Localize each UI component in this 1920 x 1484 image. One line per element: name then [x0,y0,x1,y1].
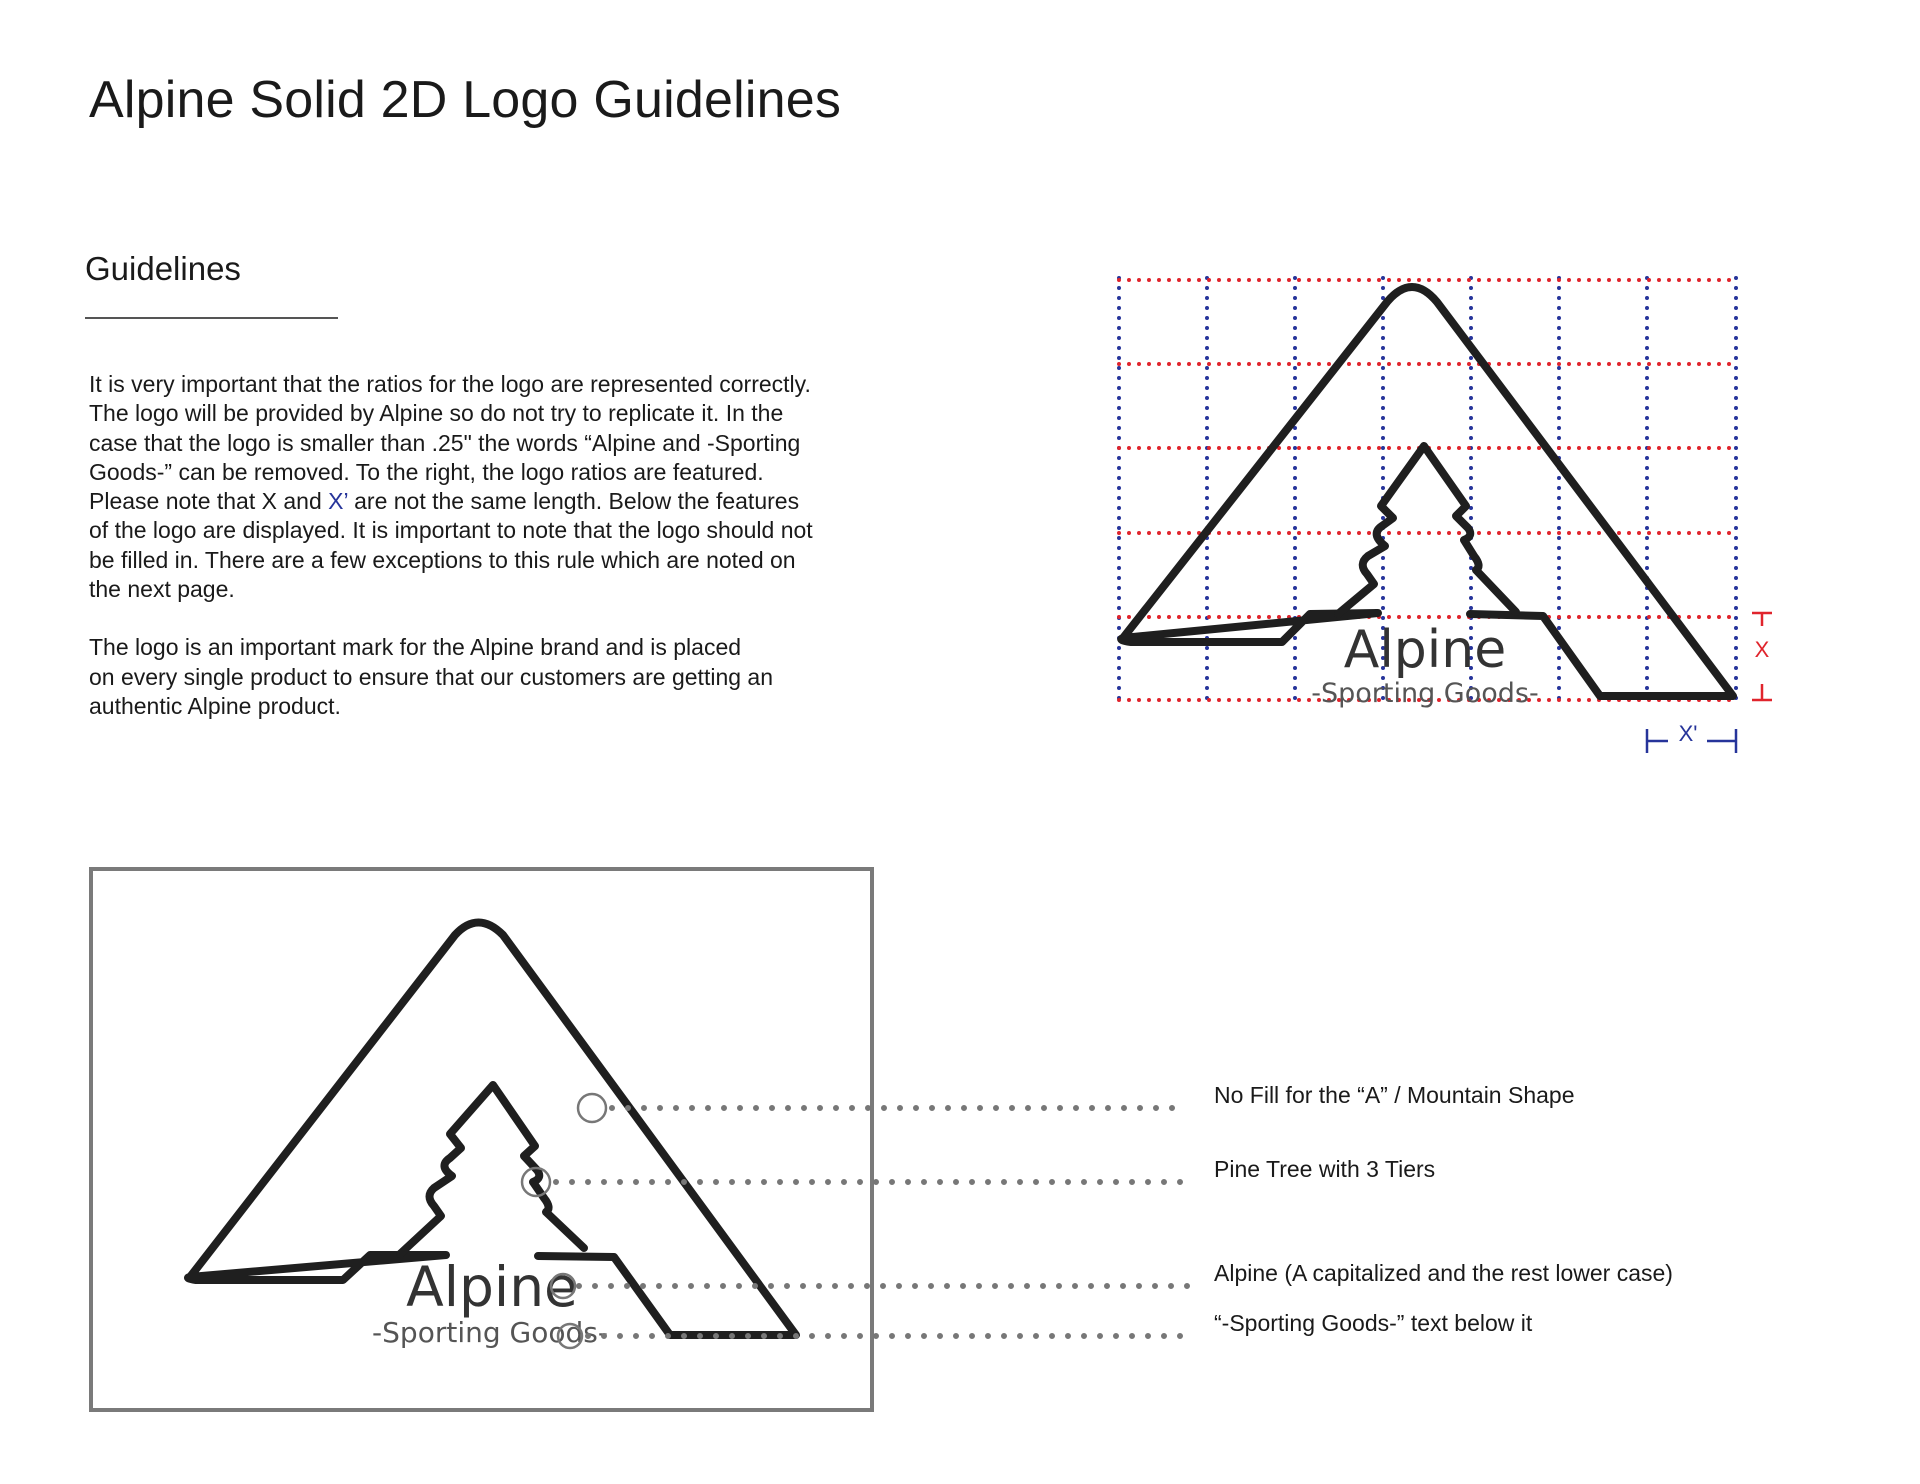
feature-label-mountain: No Fill for the “A” / Mountain Shape [1214,1082,1575,1108]
features-logo-wordmark: Alpine [406,1255,578,1319]
x-measure-label: X [1754,637,1770,662]
logo-features-diagram [80,860,1220,1420]
pine-tree [400,1085,584,1254]
guidelines-paragraph-2: The logo is an important mark for the Alpine brand and is placed on every single product to ensure that our customers are getting an authentic Alpine product. [89,634,774,719]
section-heading: Guidelines [85,250,241,287]
section-divider [85,317,338,319]
features-logo-tagline: -Sporting Goods- [372,1316,608,1349]
diagram-logo-tagline: -Sporting Goods- [1311,678,1539,709]
paragraph-1-text: It is very important that the ratios for the logo are represented correctly. The logo will be provided by Alpine so do not try to replicate it. In the case that the logo is smaller than .25" the words “Alpine and -Sporting Goods-” can be removed. To the right, the logo ratios are featured. Please note that X and [89,371,811,515]
logo-ratio-diagram [1100,260,1800,780]
guidelines-paragraph-1 [89,370,889,604]
diagram-logo-wordmark: Alpine [1343,620,1507,680]
feature-label-tagline: “-Sporting Goods-” text below it [1214,1310,1533,1336]
page-title: Alpine Solid 2D Logo Guidelines [89,71,842,129]
x-prime-reference: X’ [328,488,348,515]
paragraph-1-text-cont: are not the same length. Below the features of the logo are displayed. It is important to note that the logo should not be filled in. There are a few exceptions to this rule which are noted on the next page. [89,488,813,603]
feature-label-wordmark: Alpine (A capitalized and the rest lower case) [1214,1260,1673,1286]
callout-marker-mountain [578,1094,606,1122]
feature-label-tree: Pine Tree with 3 Tiers [1214,1156,1436,1182]
pine-tree [1338,446,1516,614]
guidelines-body [89,370,889,750]
x-prime-measure-label: X' [1678,721,1698,746]
